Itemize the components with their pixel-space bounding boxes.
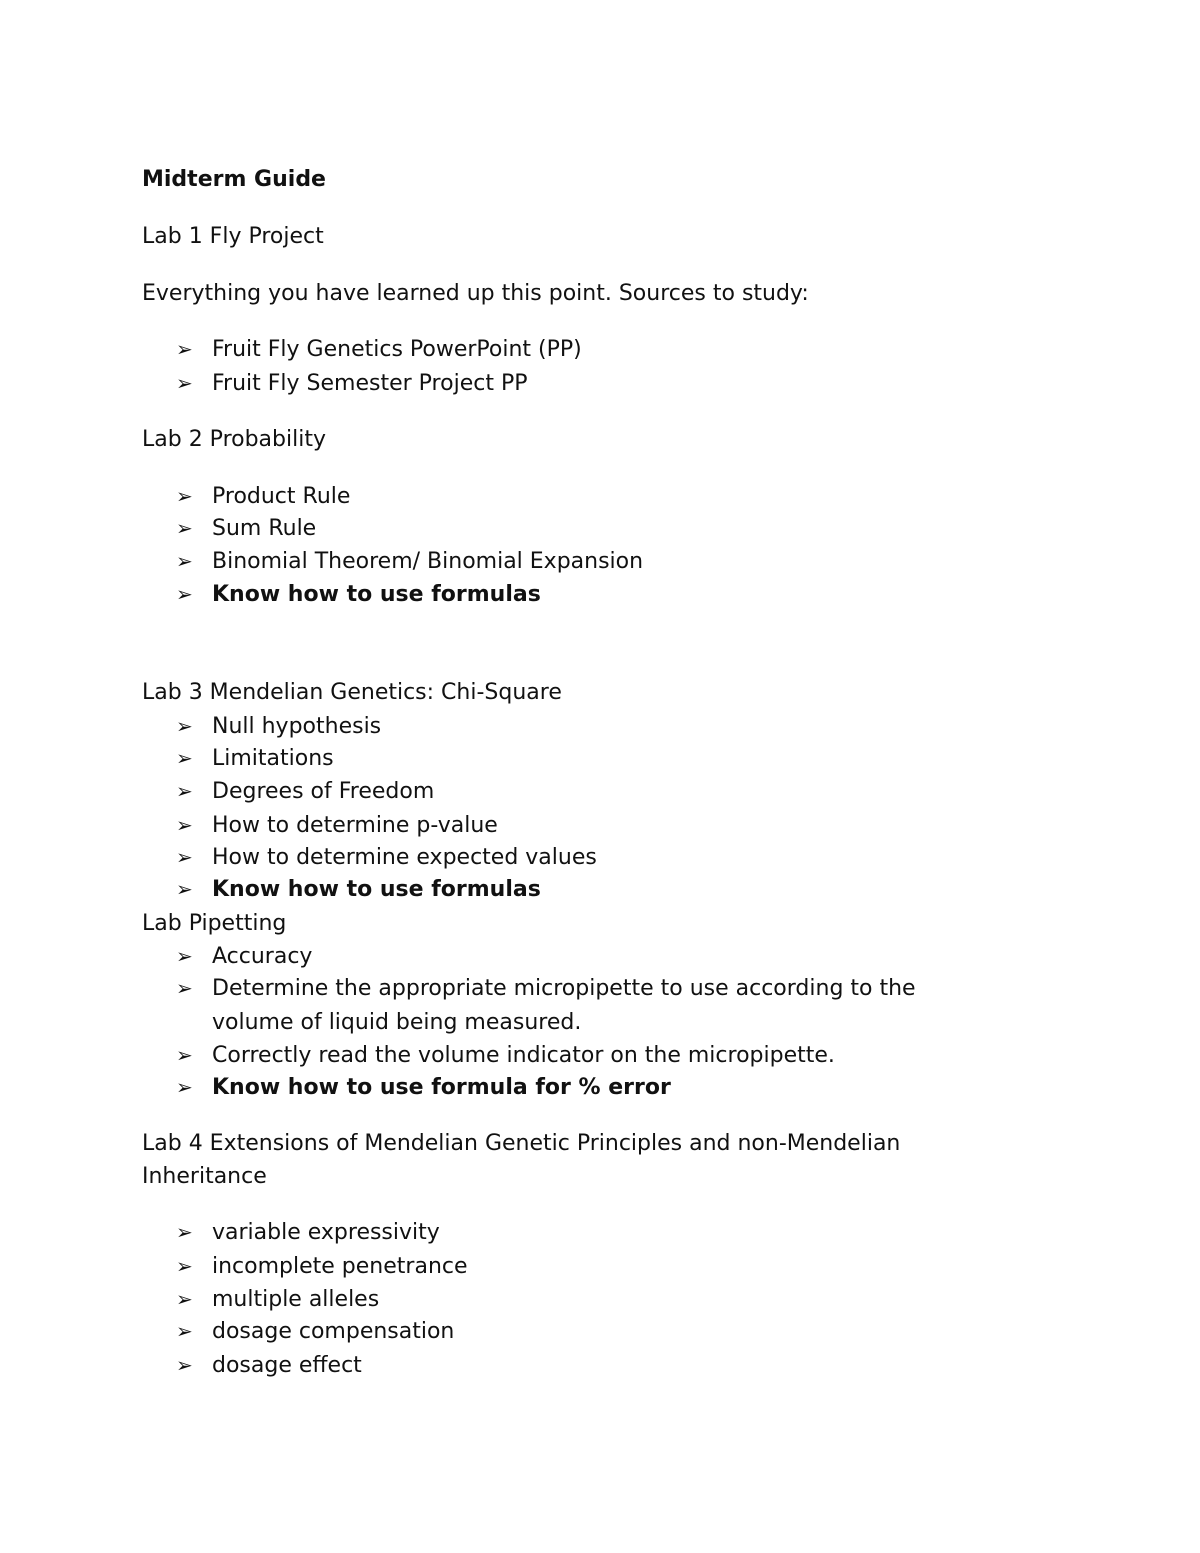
lab1-heading: Lab 1 Fly Project — [142, 224, 324, 249]
arrow-bullet-icon: ➢ — [176, 582, 193, 606]
arrow-bullet-icon: ➢ — [176, 1220, 193, 1244]
list-item: ➢ Sum Rule — [176, 512, 316, 545]
list-item: ➢ Fruit Fly Semester Project PP — [176, 367, 527, 400]
lab4-heading: Lab 4 Extensions of Mendelian Genetic Principles and non-Mendelian — [142, 1131, 901, 1156]
list-item: ➢ Correctly read the volume indicator on the micropipette. — [176, 1039, 835, 1072]
list-item: ➢ How to determine expected values — [176, 841, 597, 874]
list-item: ➢ Know how to use formulas — [176, 873, 541, 906]
list-item: ➢ multiple alleles — [176, 1283, 379, 1316]
list-item: ➢ dosage effect — [176, 1349, 362, 1382]
arrow-bullet-icon: ➢ — [176, 1075, 193, 1099]
list-item: ➢ Binomial Theorem/ Binomial Expansion — [176, 545, 643, 578]
list-item: ➢ Know how to use formulas — [176, 578, 541, 611]
arrow-bullet-icon: ➢ — [176, 516, 193, 540]
list-item: ➢ Degrees of Freedom — [176, 775, 434, 808]
lab4-heading-continuation: Inheritance — [142, 1164, 267, 1189]
list-item: ➢ How to determine p-value — [176, 809, 498, 842]
arrow-bullet-icon: ➢ — [176, 976, 193, 1000]
arrow-bullet-icon: ➢ — [176, 1254, 193, 1278]
arrow-bullet-icon: ➢ — [176, 779, 193, 803]
arrow-bullet-icon: ➢ — [176, 337, 193, 361]
arrow-bullet-icon: ➢ — [176, 1353, 193, 1377]
list-item: ➢ Determine the appropriate micropipette to use according to the — [176, 972, 916, 1005]
arrow-bullet-icon: ➢ — [176, 714, 193, 738]
arrow-bullet-icon: ➢ — [176, 549, 193, 573]
arrow-bullet-icon: ➢ — [176, 813, 193, 837]
lab3-heading: Lab 3 Mendelian Genetics: Chi-Square — [142, 680, 562, 705]
arrow-bullet-icon: ➢ — [176, 1043, 193, 1067]
arrow-bullet-icon: ➢ — [176, 371, 193, 395]
list-item: ➢ Know how to use formula for % error — [176, 1071, 671, 1104]
arrow-bullet-icon: ➢ — [176, 1319, 193, 1343]
list-item: ➢ Null hypothesis — [176, 710, 381, 743]
lab1-intro: Everything you have learned up this point. Sources to study: — [142, 281, 809, 306]
pipetting-heading: Lab Pipetting — [142, 911, 287, 936]
arrow-bullet-icon: ➢ — [176, 1287, 193, 1311]
lab2-heading: Lab 2 Probability — [142, 427, 326, 452]
arrow-bullet-icon: ➢ — [176, 944, 193, 968]
list-item: ➢ incomplete penetrance — [176, 1250, 468, 1283]
arrow-bullet-icon: ➢ — [176, 877, 193, 901]
list-item: ➢ Product Rule — [176, 480, 350, 513]
arrow-bullet-icon: ➢ — [176, 484, 193, 508]
list-item: ➢ variable expressivity — [176, 1216, 440, 1249]
arrow-bullet-icon: ➢ — [176, 845, 193, 869]
page-title: Midterm Guide — [142, 167, 326, 192]
list-item: ➢ Accuracy — [176, 940, 312, 973]
list-item-continuation: volume of liquid being measured. — [212, 1010, 582, 1035]
arrow-bullet-icon: ➢ — [176, 746, 193, 770]
list-item: ➢ Fruit Fly Genetics PowerPoint (PP) — [176, 333, 582, 366]
list-item: ➢ dosage compensation — [176, 1315, 454, 1348]
list-item: ➢ Limitations — [176, 742, 334, 775]
